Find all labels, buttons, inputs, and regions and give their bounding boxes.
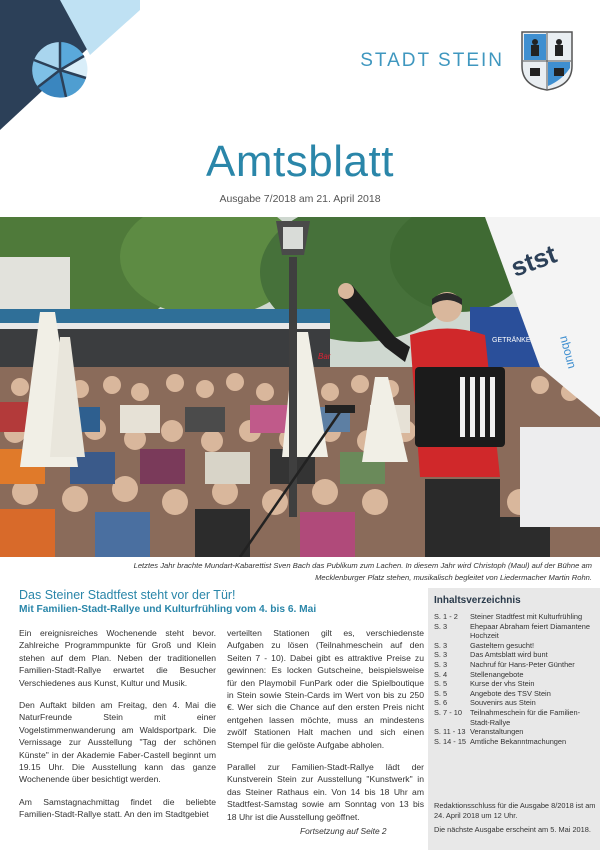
toc-text: Gasteltern gesucht! [470, 640, 535, 650]
toc-text: Angebote des TSV Stein [470, 688, 551, 698]
toc-item[interactable] [434, 650, 596, 660]
toc-page: S. 1 - 2 [434, 612, 458, 621]
toc-page: S. 3 [434, 621, 448, 631]
continued-note: Fortsetzung auf Seite 2 [300, 826, 387, 836]
toc-item[interactable] [434, 679, 596, 689]
toc-next-issue: Die nächste Ausgabe erscheint am 5. Mai 2018. [434, 825, 591, 834]
toc-item[interactable] [434, 660, 596, 670]
toc-text: Teilnahmeschein für die Familien-Stadt-Rallye [470, 707, 581, 727]
banner-text: stst [506, 238, 561, 283]
article-paragraph: Parallel zur Familien-Stadt-Rallye lädt der Kunstverein Stein zur Ausstellung "Kunstwerk" in das Steiner Rathaus ein. Von 14 bis 18 Uhr am Stadtfest-Samstag sowie am Sonntag von 13 bis 18 Uhr ist die Ausstellung geöffnet. [227, 762, 424, 822]
toc-item[interactable] [434, 622, 596, 641]
toc-item[interactable] [434, 727, 596, 737]
tent-bar-label: Bar [318, 352, 331, 361]
article-headline: Das Steiner Stadtfest steht vor der Tür! [19, 588, 236, 602]
toc-item[interactable] [434, 698, 596, 708]
corner-logo-graphic [0, 0, 140, 130]
toc-page: S. 5 [434, 688, 448, 698]
article-subhead: Mit Familien-Stadt-Rallye und Kulturfrühling vom 4. bis 6. Mai [19, 604, 317, 615]
city-brand-name: STADT STEIN [360, 50, 504, 71]
toc-text: Ehepaar Abraham feiert Diamantene Hochzeit [470, 621, 590, 641]
toc-page: S. 6 [434, 698, 448, 708]
photo-caption [30, 560, 592, 584]
toc-item[interactable] [434, 689, 596, 699]
truck-label: GETRÄNKE [492, 337, 531, 344]
toc-text: Kurse der vhs Stein [470, 679, 535, 689]
article-paragraph: Den Auftakt bilden am Freitag, den 4. Mai die NaturFreunde Stein mit einer Vogelstimmenwanderung am Waldsportpark. Die Vernissage zur Ausstellung "Tag der schönen Künste" in der Akademie Faber-Castell beginnt um 19.15 Uhr. Die Ausstellung kann das ganze Wochenende über besichtigt werden. [19, 700, 216, 785]
toc-item[interactable] [434, 641, 596, 651]
toc-title: Inhaltsverzeichnis [434, 595, 521, 606]
banner-subtext: nboun [557, 334, 580, 371]
toc-text: Veranstaltungen [470, 727, 524, 737]
issue-info: Ausgabe 7/2018 am 21. April 2018 [219, 193, 381, 205]
toc-item[interactable] [434, 612, 596, 622]
article-column-2 [227, 627, 424, 833]
toc-text: Stellenangebote [470, 669, 524, 679]
article-paragraph: verteilten Stationen gilt es, verschiedenste Aufgaben zu lösen (Teilnahmeschein auf den Seiten 7 - 10). Dabei gibt es attraktive Preise zu gewinnen: Es locken Gutscheine, beispielsweise für den Playmobil FunPark oder die Spielboutique in Stein sowie Stein-Cards im Wert von bis zu 250 €. Wer sich die Chance auf den ersten Preis nicht entgehen lassen möchte, muss an mindestens zwölf Stationen Halt machen und sich einen Stempel für die gelöste Aufgabe abholen. [227, 628, 424, 750]
toc-text: Das Amtsblatt wird bunt [470, 650, 548, 660]
photo-caption-line-2: Mecklenburger Platz stehen, musikalisch begleitet von Liedermacher Martin Rohn. [315, 573, 592, 582]
toc-page: S. 11 - 13 [434, 727, 466, 737]
cover-photo [0, 217, 600, 557]
toc-item[interactable] [434, 670, 596, 680]
toc-page: S. 3 [434, 640, 448, 650]
toc-text: Nachruf für Hans-Peter Günther [470, 659, 575, 669]
toc-page: S. 14 - 15 [434, 736, 467, 746]
table-of-contents [428, 588, 600, 850]
toc-page: S. 4 [434, 669, 448, 679]
photo-caption-line-1: Letztes Jahr brachte Mundart-Kabarettist Sven Bach das Publikum zum Lachen. In diesem Jahr wird Christoph (Maul) auf der Bühne am [133, 561, 592, 570]
toc-page: S. 5 [434, 679, 448, 689]
article-paragraph: Am Samstagnachmittag findet die beliebte Familien-Stadt-Rallye statt. An den im Stadtgebiet [19, 796, 216, 820]
toc-text: Amtliche Bekanntmachungen [470, 736, 567, 746]
article-paragraph: Ein ereignisreiches Wochenende steht bevor. Zahlreiche Programmpunkte für Groß und Klein stehen auf dem Plan. Neben der traditionellen Familien-Stadt-Rallye erwartet die Besucher Verschiedenes aus Kunst, Kultur und Musik. [19, 628, 216, 688]
toc-list [434, 612, 596, 746]
toc-page: S. 3 [434, 659, 448, 669]
article-column-1 [19, 627, 216, 831]
toc-item[interactable] [434, 737, 596, 747]
pie-logo-icon [32, 42, 87, 98]
page-title: Amtsblatt [206, 137, 394, 186]
toc-text: Steiner Stadtfest mit Kulturfrühling [470, 612, 583, 621]
toc-deadline: Redaktionsschluss für die Ausgabe 8/2018 ist am 24. April 2018 um 12 Uhr. [434, 801, 596, 820]
toc-item[interactable] [434, 708, 596, 727]
cover-photo-illustration [0, 217, 600, 557]
city-crest-icon [520, 30, 574, 92]
toc-page: S. 3 [434, 650, 448, 660]
toc-text: Souvenirs aus Stein [470, 698, 536, 708]
toc-page: S. 7 - 10 [434, 707, 462, 717]
